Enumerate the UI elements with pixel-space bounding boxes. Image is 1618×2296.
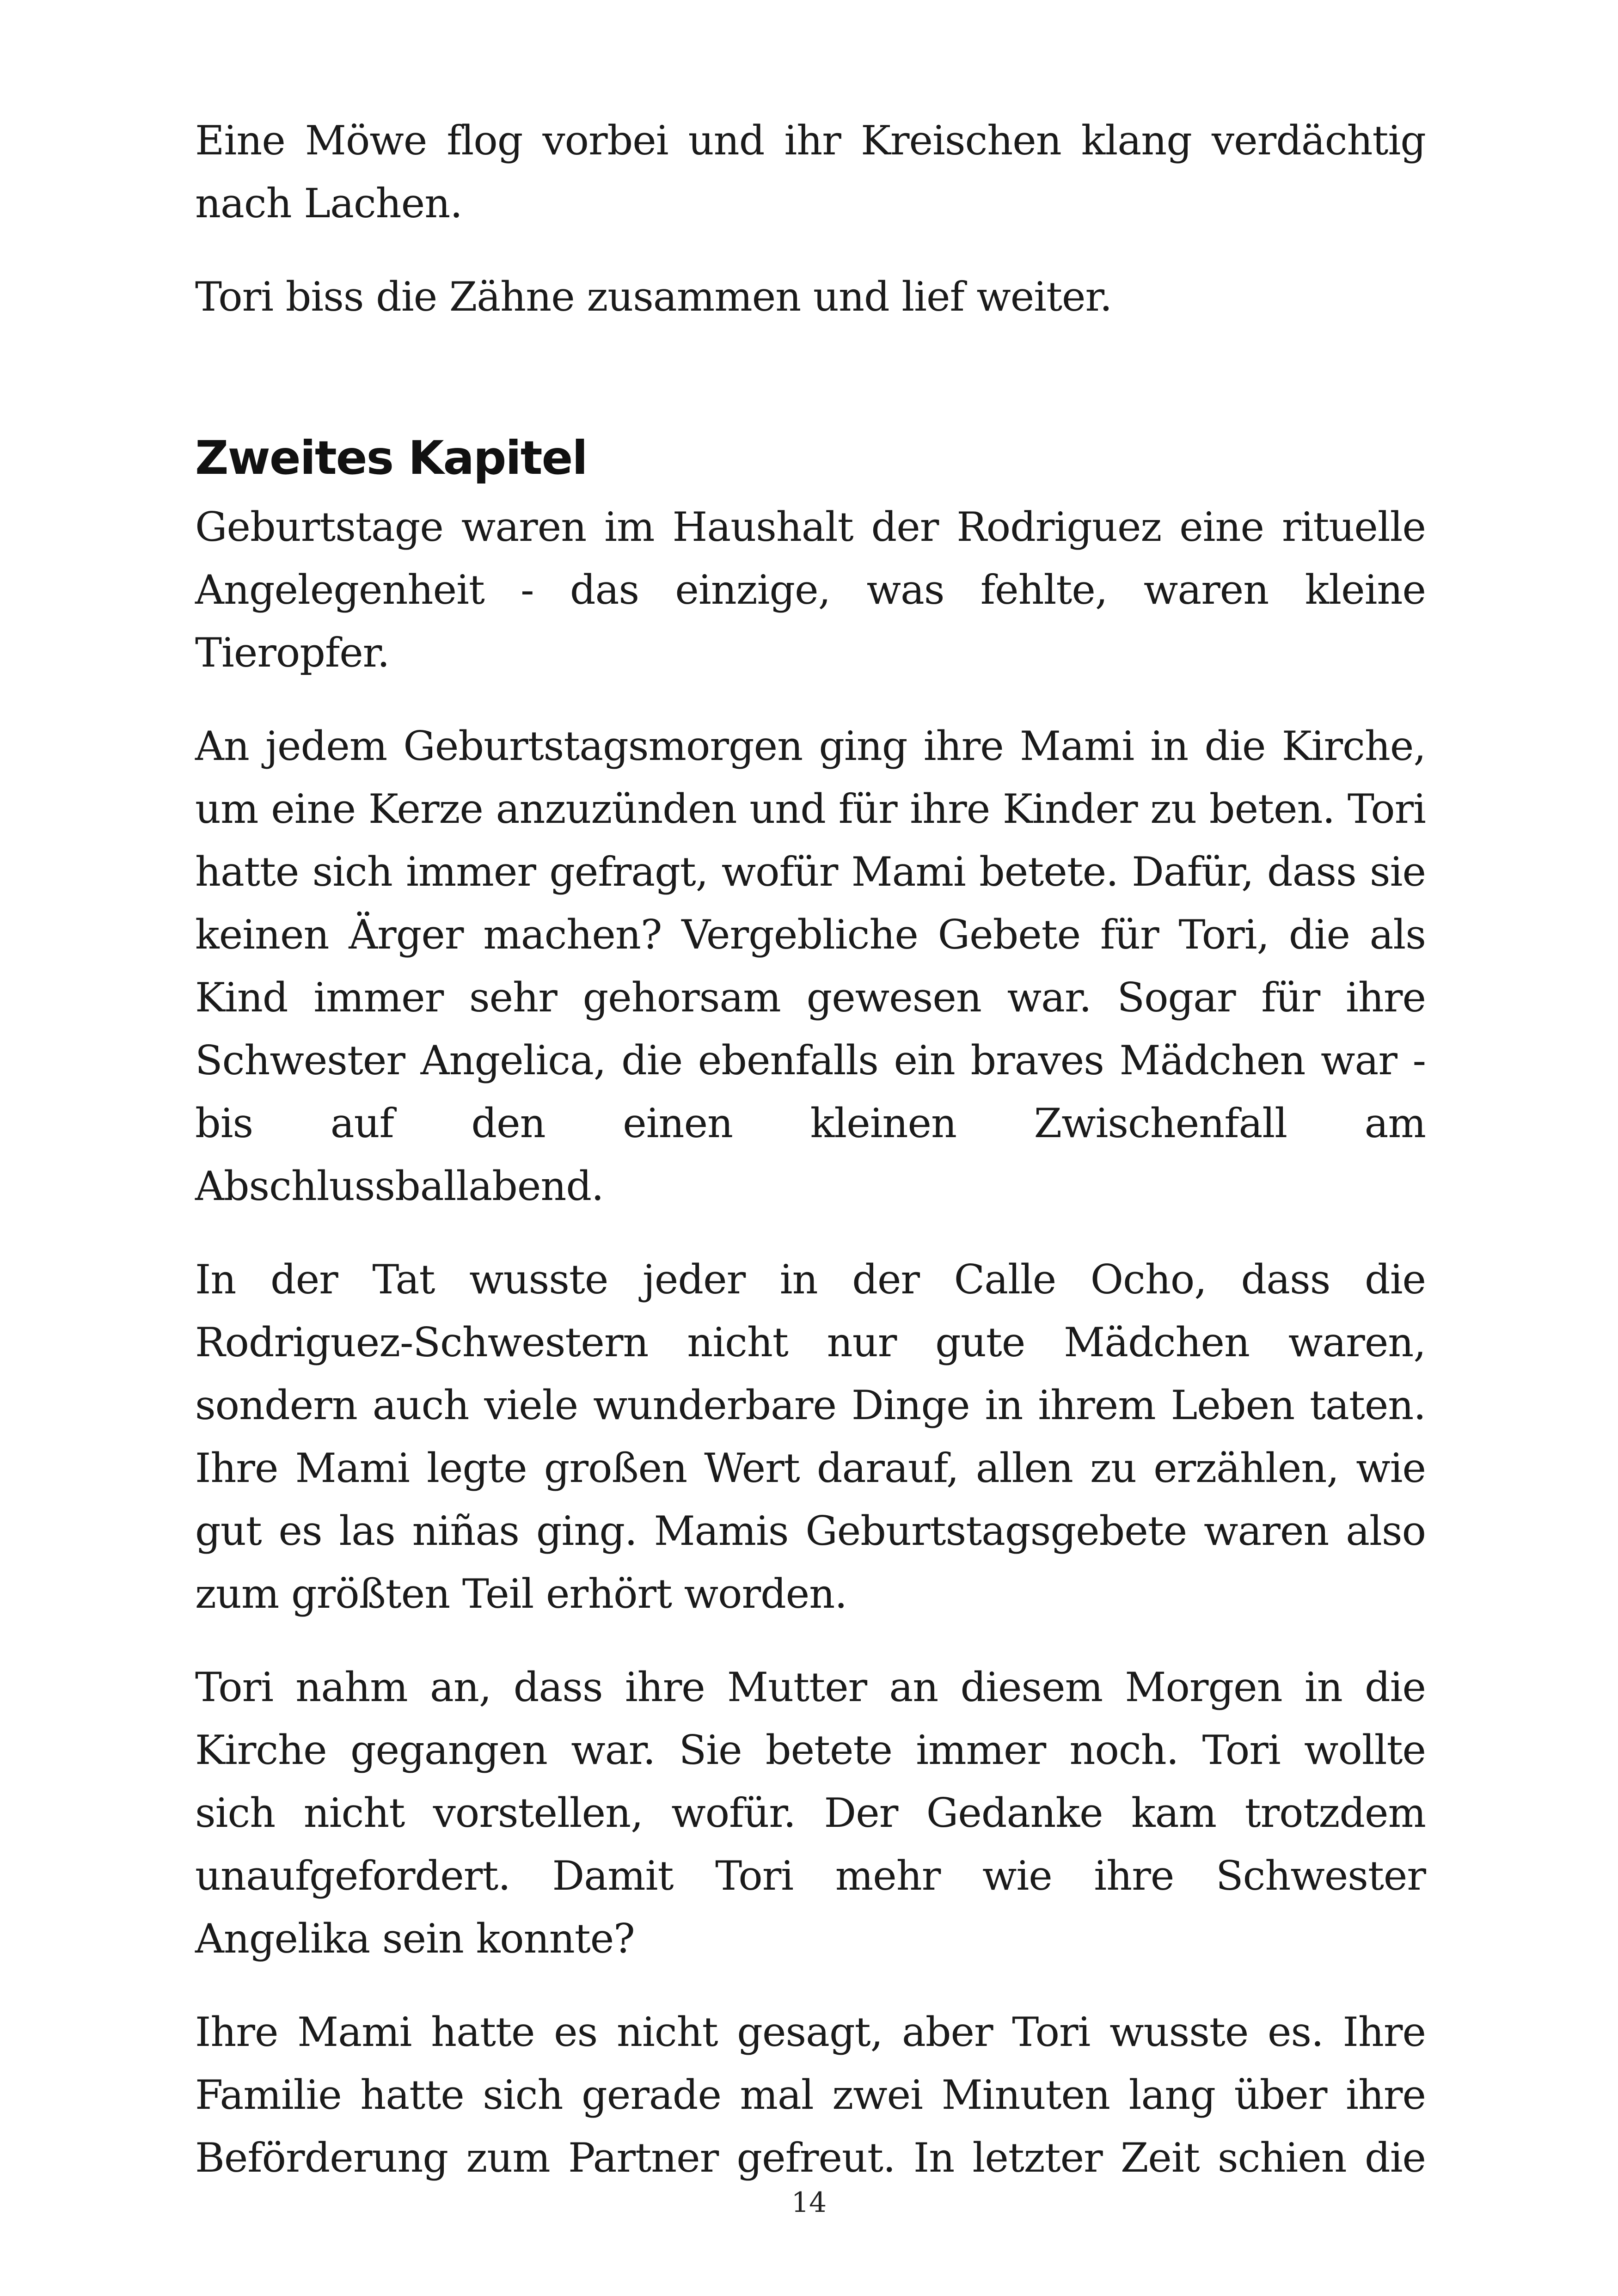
paragraph: In der Tat wusste jeder in der Calle Ocho, dass die Rodriguez-Schwestern nicht nur gute Mädchen waren, sondern auch viele wunderbare Dinge in ihrem Leben taten. Ihre Mami legte großen Wert darauf, allen zu erzählen, wie gut es las niñas ging. Mamis Geburtstagsgebete waren also zum größten Teil erhört worden. — [195, 1256, 1426, 1617]
chapter-heading: Zweites Kapitel — [195, 431, 587, 485]
paragraph: An jedem Geburtstagsmorgen ging ihre Mami in die Kirche, um eine Kerze anzuzünden und für ihre Kinder zu beten. Tori hatte sich immer gefragt, wofür Mami betete. Dafür, dass sie keinen Ärger machen? Vergebliche Gebete für Tori, die als Kind immer sehr gehorsam gewesen war. Sogar für ihre Schwester Angelica, die ebenfalls ein braves Mädchen war - bis auf den einen kleinen Zwischenfall am Abschlussballabend. — [195, 722, 1426, 1210]
paragraph: Ihre Mami hatte es nicht gesagt, aber Tori wusste es. Ihre Familie hatte sich gerade mal zwei Minuten lang über ihre Beförderung zum Partner gefreut. In letzter Zeit schien die — [195, 2008, 1426, 2181]
page-body — [195, 109, 1426, 2189]
section-spacer — [195, 359, 1426, 428]
paragraph: Geburtstage waren im Haushalt der Rodriguez eine rituelle Angelegenheit - das einzige, was fehlte, waren kleine Tieropfer. — [195, 503, 1426, 676]
paragraph: Tori nahm an, dass ihre Mutter an diesem Morgen in die Kirche gegangen war. Sie betete immer noch. Tori wollte sich nicht vorstellen, wofür. Der Gedanke kam trotzdem unaufgefordert. Damit Tori mehr wie ihre Schwester Angelika sein konnte? — [195, 1664, 1426, 1962]
paragraph: Tori biss die Zähne zusammen und lief weiter. — [195, 273, 1112, 320]
page-number: 14 — [791, 2186, 827, 2219]
paragraph: Eine Möwe flog vorbei und ihr Kreischen klang verdächtig nach Lachen. — [195, 117, 1426, 227]
